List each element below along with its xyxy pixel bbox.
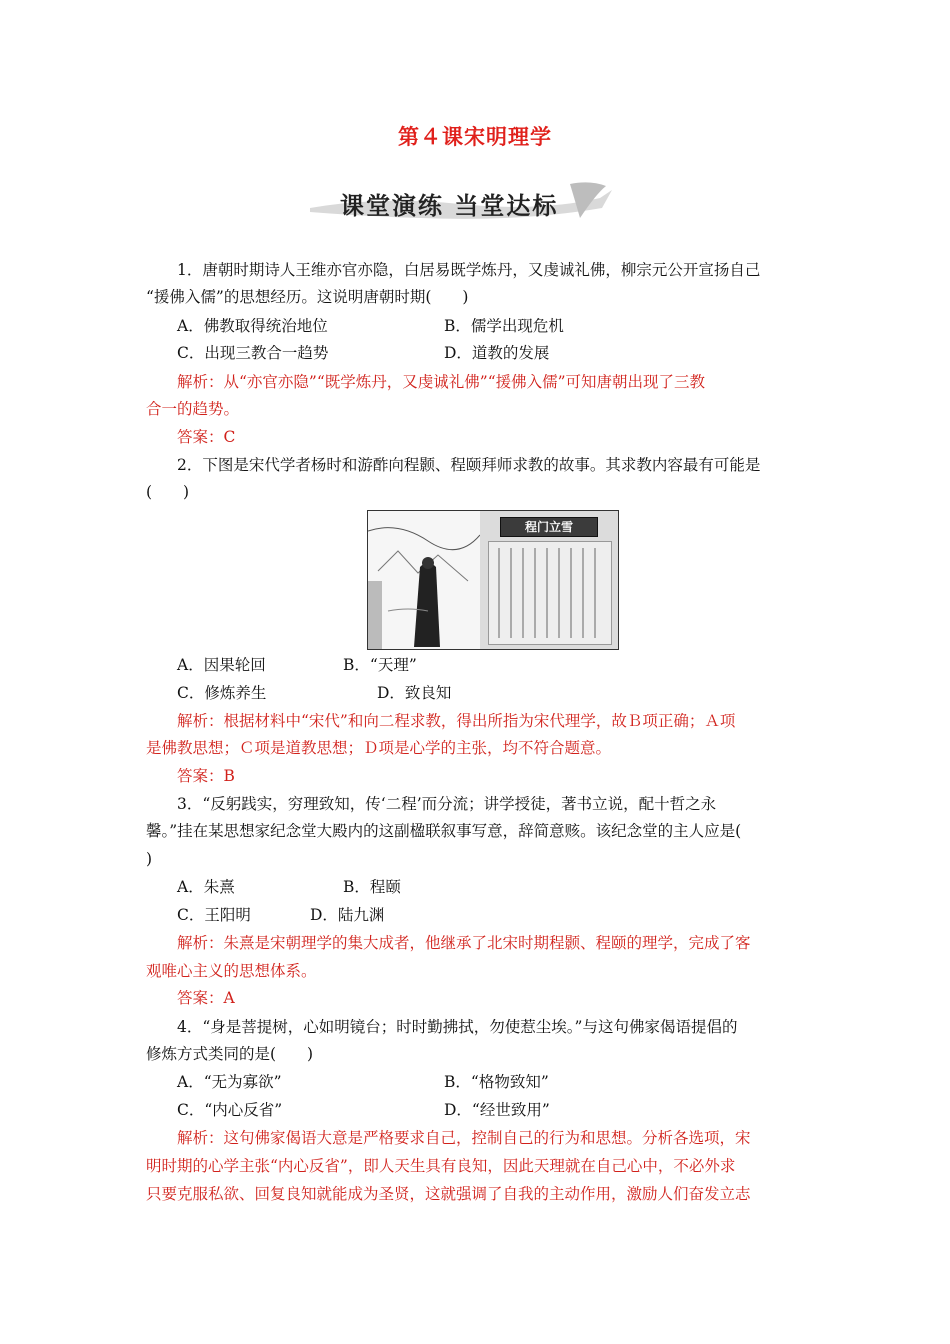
- q1-stem-line1: 1．唐朝时期诗人王维亦官亦隐，白居易既学炼丹，又虔诚礼佛，柳宗元公开宣扬自己: [177, 261, 761, 279]
- q1-answer: 答案：C: [177, 428, 236, 446]
- q2-stem-line2: ( ): [146, 483, 190, 501]
- q4-option-b: B．“格物致知”: [444, 1073, 549, 1091]
- section-banner: [0, 178, 950, 228]
- q3-analysis-line1: 解析：朱熹是宋朝理学的集大成者，他继承了北宋时期程颢、程颐的理学，完成了客: [177, 934, 751, 952]
- q3-stem-line3: ): [146, 850, 153, 868]
- lesson-title: 第４课宋明理学: [398, 125, 552, 149]
- figure-text-panel: [488, 541, 612, 645]
- q2-analysis-line1: 解析：根据材料中“宋代”和向二程求教，得出所指为宋代理学，故Ｂ项正确；Ａ项: [177, 712, 736, 730]
- q3-analysis-line2: 观唯心主义的思想体系。: [146, 962, 317, 980]
- q1-stem-line2: “援佛入儒”的思想经历。这说明唐朝时期( ): [146, 288, 469, 306]
- cheng-men-li-xue-image: [367, 510, 619, 650]
- q4-stem-line1: 4．“身是菩提树，心如明镜台；时时勤拂拭，勿使惹尘埃。”与这句佛家偈语提倡的: [177, 1018, 738, 1036]
- q4-analysis-line2: 明时期的心学主张“内心反省”，即人天生具有良知，因此天理就在自己心中，不必外求: [146, 1157, 736, 1175]
- q2-option-c: C．修炼养生: [177, 684, 267, 702]
- q2-option-a: A．因果轮回: [177, 656, 266, 674]
- q3-stem-line2: 馨。”挂在某思想家纪念堂大殿内的这副楹联叙事写意，辞简意赅。该纪念堂的主人应是(: [146, 822, 742, 840]
- q4-option-a: A．“无为寡欲”: [177, 1073, 282, 1091]
- q2-stem-line1: 2．下图是宋代学者杨时和游酢向程颢、程颐拜师求教的故事。其求教内容最有可能是: [177, 456, 761, 474]
- q4-analysis-line1: 解析：这句佛家偈语大意是严格要求自己，控制自己的行为和思想。分析各选项，宋: [177, 1129, 751, 1147]
- q3-stem-line1: 3．“反躬践实，穷理致知，传‘二程’而分流；讲学授徒，著书立说，配十哲之永: [177, 795, 717, 813]
- q3-option-b: B．程颐: [343, 878, 401, 896]
- q3-answer: 答案：A: [177, 989, 235, 1007]
- q3-option-a: A．朱熹: [177, 878, 235, 896]
- q1-option-d: D．道教的发展: [444, 344, 550, 362]
- q1-analysis-line1: 解析：从“亦官亦隐”“既学炼丹，又虔诚礼佛”“援佛入儒”可知唐朝出现了三教: [177, 373, 706, 391]
- q2-answer: 答案：B: [177, 767, 235, 785]
- q2-analysis-line2: 是佛教思想；Ｃ项是道教思想；Ｄ项是心学的主张，均不符合题意。: [146, 739, 612, 757]
- figure-title: 程门立雪: [500, 517, 598, 537]
- q2-option-b: B．“天理”: [343, 656, 417, 674]
- q3-option-d: D．陆九渊: [310, 906, 385, 924]
- q4-option-c: C．“内心反省”: [177, 1101, 283, 1119]
- q4-analysis-line3: 只要克服私欲、回复良知就能成为圣贤，这就强调了自我的主动作用，激励人们奋发立志: [146, 1185, 751, 1203]
- banner-text: 课堂演练 当堂达标: [340, 192, 559, 220]
- q3-option-c: C．王阳明: [177, 906, 251, 924]
- q1-analysis-line2: 合一的趋势。: [146, 400, 240, 418]
- q1-option-a: A．佛教取得统治地位: [177, 317, 328, 335]
- q2-option-d: D．致良知: [377, 684, 452, 702]
- q1-option-b: B．儒学出现危机: [444, 317, 564, 335]
- scholar-illustration: [368, 511, 480, 649]
- q1-option-c: C．出现三教合一趋势: [177, 344, 329, 362]
- q4-stem-line2: 修炼方式类同的是( ): [146, 1045, 314, 1063]
- q4-option-d: D．“经世致用”: [444, 1101, 550, 1119]
